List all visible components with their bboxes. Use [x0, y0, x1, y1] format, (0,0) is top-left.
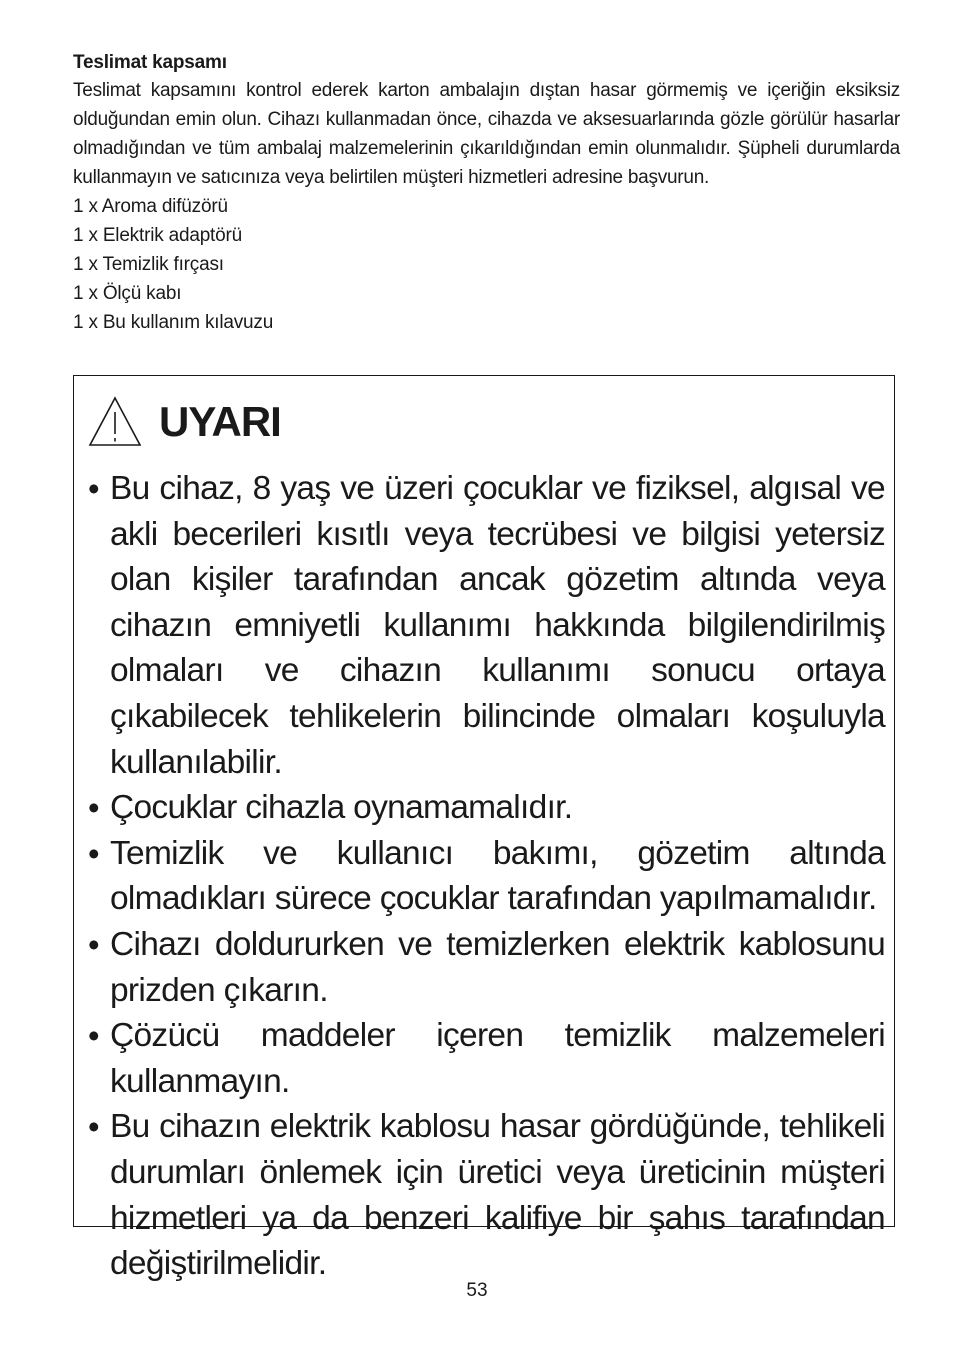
list-item: [88, 1013, 885, 1104]
list-item: 1 x Temizlik fırçası: [73, 254, 224, 275]
delivery-scope-paragraph: Teslimat kapsamını kontrol ederek karton ambalajın dıştan hasar görmemiş ve içeriğin eksiksiz olduğundan emin olun. Cihazı kullanmadan önce, cihazda ve aksesuarlarında gözle görülür hasarlar olmadığından ve tüm ambalaj malzemelerinin çıkarıldığından emin olunmalıdır. Şüpheli durumlarda kullanmayın ve satıcınıza veya belirtilen müşteri hizmetleri adresine başvurun.: [73, 80, 900, 188]
delivery-scope-section: [73, 49, 900, 337]
list-item: 1 x Ölçü kabı: [73, 283, 182, 304]
warning-item-text: Çocuklar cihazla oynamamalıdır.: [110, 789, 573, 827]
delivery-contents-list: [73, 192, 900, 337]
bullet-icon: •: [88, 925, 99, 963]
list-item: 1 x Aroma difüzörü: [73, 196, 228, 217]
delivery-scope-heading: Teslimat kapsamı: [73, 52, 227, 73]
warning-item-text: Çözücü maddeler içeren temizlik malzemeleri kullanmayın.: [110, 1017, 885, 1100]
list-item: 1 x Bu kullanım kılavuzu: [73, 312, 274, 333]
warning-item-text: Temizlik ve kullanıcı bakımı, gözetim altında olmadıkları sürece çocuklar tarafından yapılmamalıdır.: [110, 834, 885, 918]
warning-header: [87, 392, 281, 452]
list-item: [88, 466, 885, 785]
warning-item-text: Cihazı doldururken ve temizlerken elektrik kablosunu prizden çıkarın.: [110, 925, 885, 1009]
warning-triangle-icon: [87, 394, 143, 450]
list-item: [88, 922, 885, 1013]
warning-title: UYARI: [159, 398, 281, 445]
page-number: 53: [466, 1280, 488, 1301]
warning-box: [73, 375, 895, 1283]
warning-item-text: Bu cihaz, 8 yaş ve üzeri çocuklar ve fiziksel, algısal ve akli becerileri kısıtlı veya tecrübesi ve bilgisi yetersiz olan kişiler tarafından ancak gözetim altında veya cihazın emniyetli kullanımı hakkında bilgilendirilmiş olmaları ve cihazın kullanımı sonucu ortaya çıkabilecek tehlikelerin bilincinde olmaları koşuluyla kullanılabilir.: [110, 470, 885, 781]
list-item: [88, 785, 885, 831]
bullet-icon: •: [88, 1017, 99, 1055]
bullet-icon: •: [88, 834, 99, 872]
warning-list: [88, 466, 885, 1287]
list-item: [88, 831, 885, 922]
list-item: 1 x Elektrik adaptörü: [73, 225, 242, 246]
bullet-icon: •: [88, 1108, 99, 1146]
bullet-icon: •: [88, 470, 99, 507]
warning-item-text: Bu cihazın elektrik kablosu hasar gördüğünde, tehlikeli durumları önlemek için üretici veya üreticinin müşteri hizmetleri ya da benzeri kalifiye bir şahıs tarafından değiştirilmelidir.: [110, 1108, 885, 1283]
list-item: [88, 1104, 885, 1286]
bullet-icon: •: [88, 789, 99, 827]
